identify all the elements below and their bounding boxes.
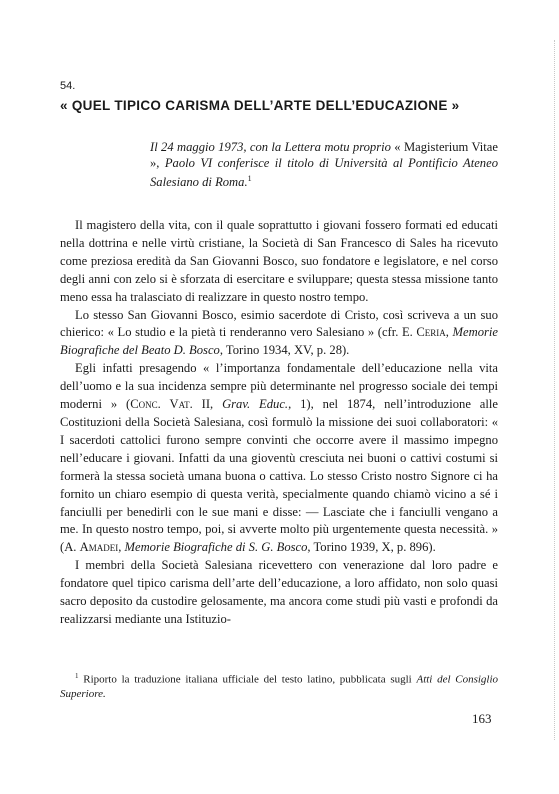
body-text	[60, 217, 498, 629]
section-number: 54.	[60, 80, 76, 92]
section-title: « QUEL TIPICO CARISMA DELL’ARTE DELL’EDUCAZIONE »	[60, 98, 460, 113]
citation-author-2: Amadei	[79, 540, 119, 555]
footnote-text: Riporto la traduzione italiana ufficiale del testo latino, pubblicata sugli	[83, 673, 412, 686]
paragraph-3-text-a: Egli infatti presagendo « l’importanza fondamentale dell’educazione nella vita dell’uomo e la sua incidenza sempre più determinante nel progresso sociale dei tempi moderni » (	[60, 361, 498, 412]
paragraph-2-text-a: Lo stesso San Giovanni Bosco, esimio sacerdote di Cristo, così scriveva a un suo chierico: « Lo studio e la pietà ti renderanno vero Salesiano » (cfr. E.	[60, 307, 498, 340]
paragraph-3	[60, 360, 498, 557]
citation-work-2: Memorie Biografiche di S. G. Bosco	[124, 540, 308, 555]
paragraph-3-text-c: , Torino 1939, X, p. 896).	[307, 540, 436, 555]
paragraph-4: I membri della Società Salesiana ricevettero con venerazione dal loro padre e fondatore quel tipico carisma dell’arte dell’educazione, a loro affidato, non solo quasi sacro deposito da custodire gelosamente, ma ancora come studi più vasti e profondi da realizzarsi mediante una Istituzio-	[60, 558, 498, 626]
citation-work: Memorie Biografiche del Beato D. Bosco	[60, 325, 498, 358]
epigraph	[150, 139, 498, 190]
epigraph-quote: « Magisterium Vitae »,	[150, 140, 498, 170]
citation-document: Grav. Educ.	[222, 397, 289, 412]
citation-source: Conc. Vat.	[130, 397, 193, 412]
paragraph-1: Il magistero della vita, con il quale soprattutto i giovani fossero formati ed educati nella dottrina e nelle virtù cristiane, la Società di San Francesco di Sales ha ricevuto come preziosa eredità da San Giovanni Bosco, suo fondatore e legislatore, e nel corso degli anni con zelo si è sforzata di esercitare e sviluppare; questa stessa missione tanto meno essa ha tralasciato di realizzare in questo nostro tempo.	[60, 218, 498, 304]
footnote	[60, 669, 498, 702]
citation-comma: ,	[445, 325, 453, 340]
page-number: 163	[472, 711, 492, 726]
citation-author: Ceria	[416, 325, 446, 340]
paragraph-2	[60, 307, 498, 361]
paragraph-2-text-b: , Torino 1934, XV, p. 28).	[219, 343, 350, 358]
epigraph-text-1: Il 24 maggio 1973, con la Lettera motu proprio	[150, 140, 391, 154]
footnote-reference: 1	[247, 174, 252, 183]
citation-comma-2: ,	[118, 540, 125, 555]
footnote-marker: 1	[75, 672, 79, 680]
citation-source-number: II,	[192, 397, 223, 412]
footnote-source: Atti del Consiglio Superiore.	[60, 673, 499, 701]
epigraph-text-2: Paolo VI conferisce il titolo di Università al Pontificio Ateneo Salesiano di Roma.	[150, 156, 498, 190]
scan-edge-line	[553, 40, 555, 740]
paragraph-3-text-b: , 1), nel 1874, nell’introduzione alle Costituzioni della Società Salesiana, così formulò la missione dei suoi collaboratori: « I sacerdoti cattolici furono sempre convinti che occorre avere il massimo impegno nell’educare i giovani. Infatti da una gioventù cresciuta nei buoni o cattivi costumi si formerà la stessa società umana buona o cattiva. Lo stesso Cristo nostro Signore ci ha fornito un chiaro esempio di questa verità, specialmente quando chiamò vicino a sé i fanciulli per benedirli con le sue mani e disse: — Lasciate che i fanciulli vengano a me. In questo nostro tempo, poi, si avverte molto più urgentemente questa necessità. » (A.	[60, 397, 498, 555]
